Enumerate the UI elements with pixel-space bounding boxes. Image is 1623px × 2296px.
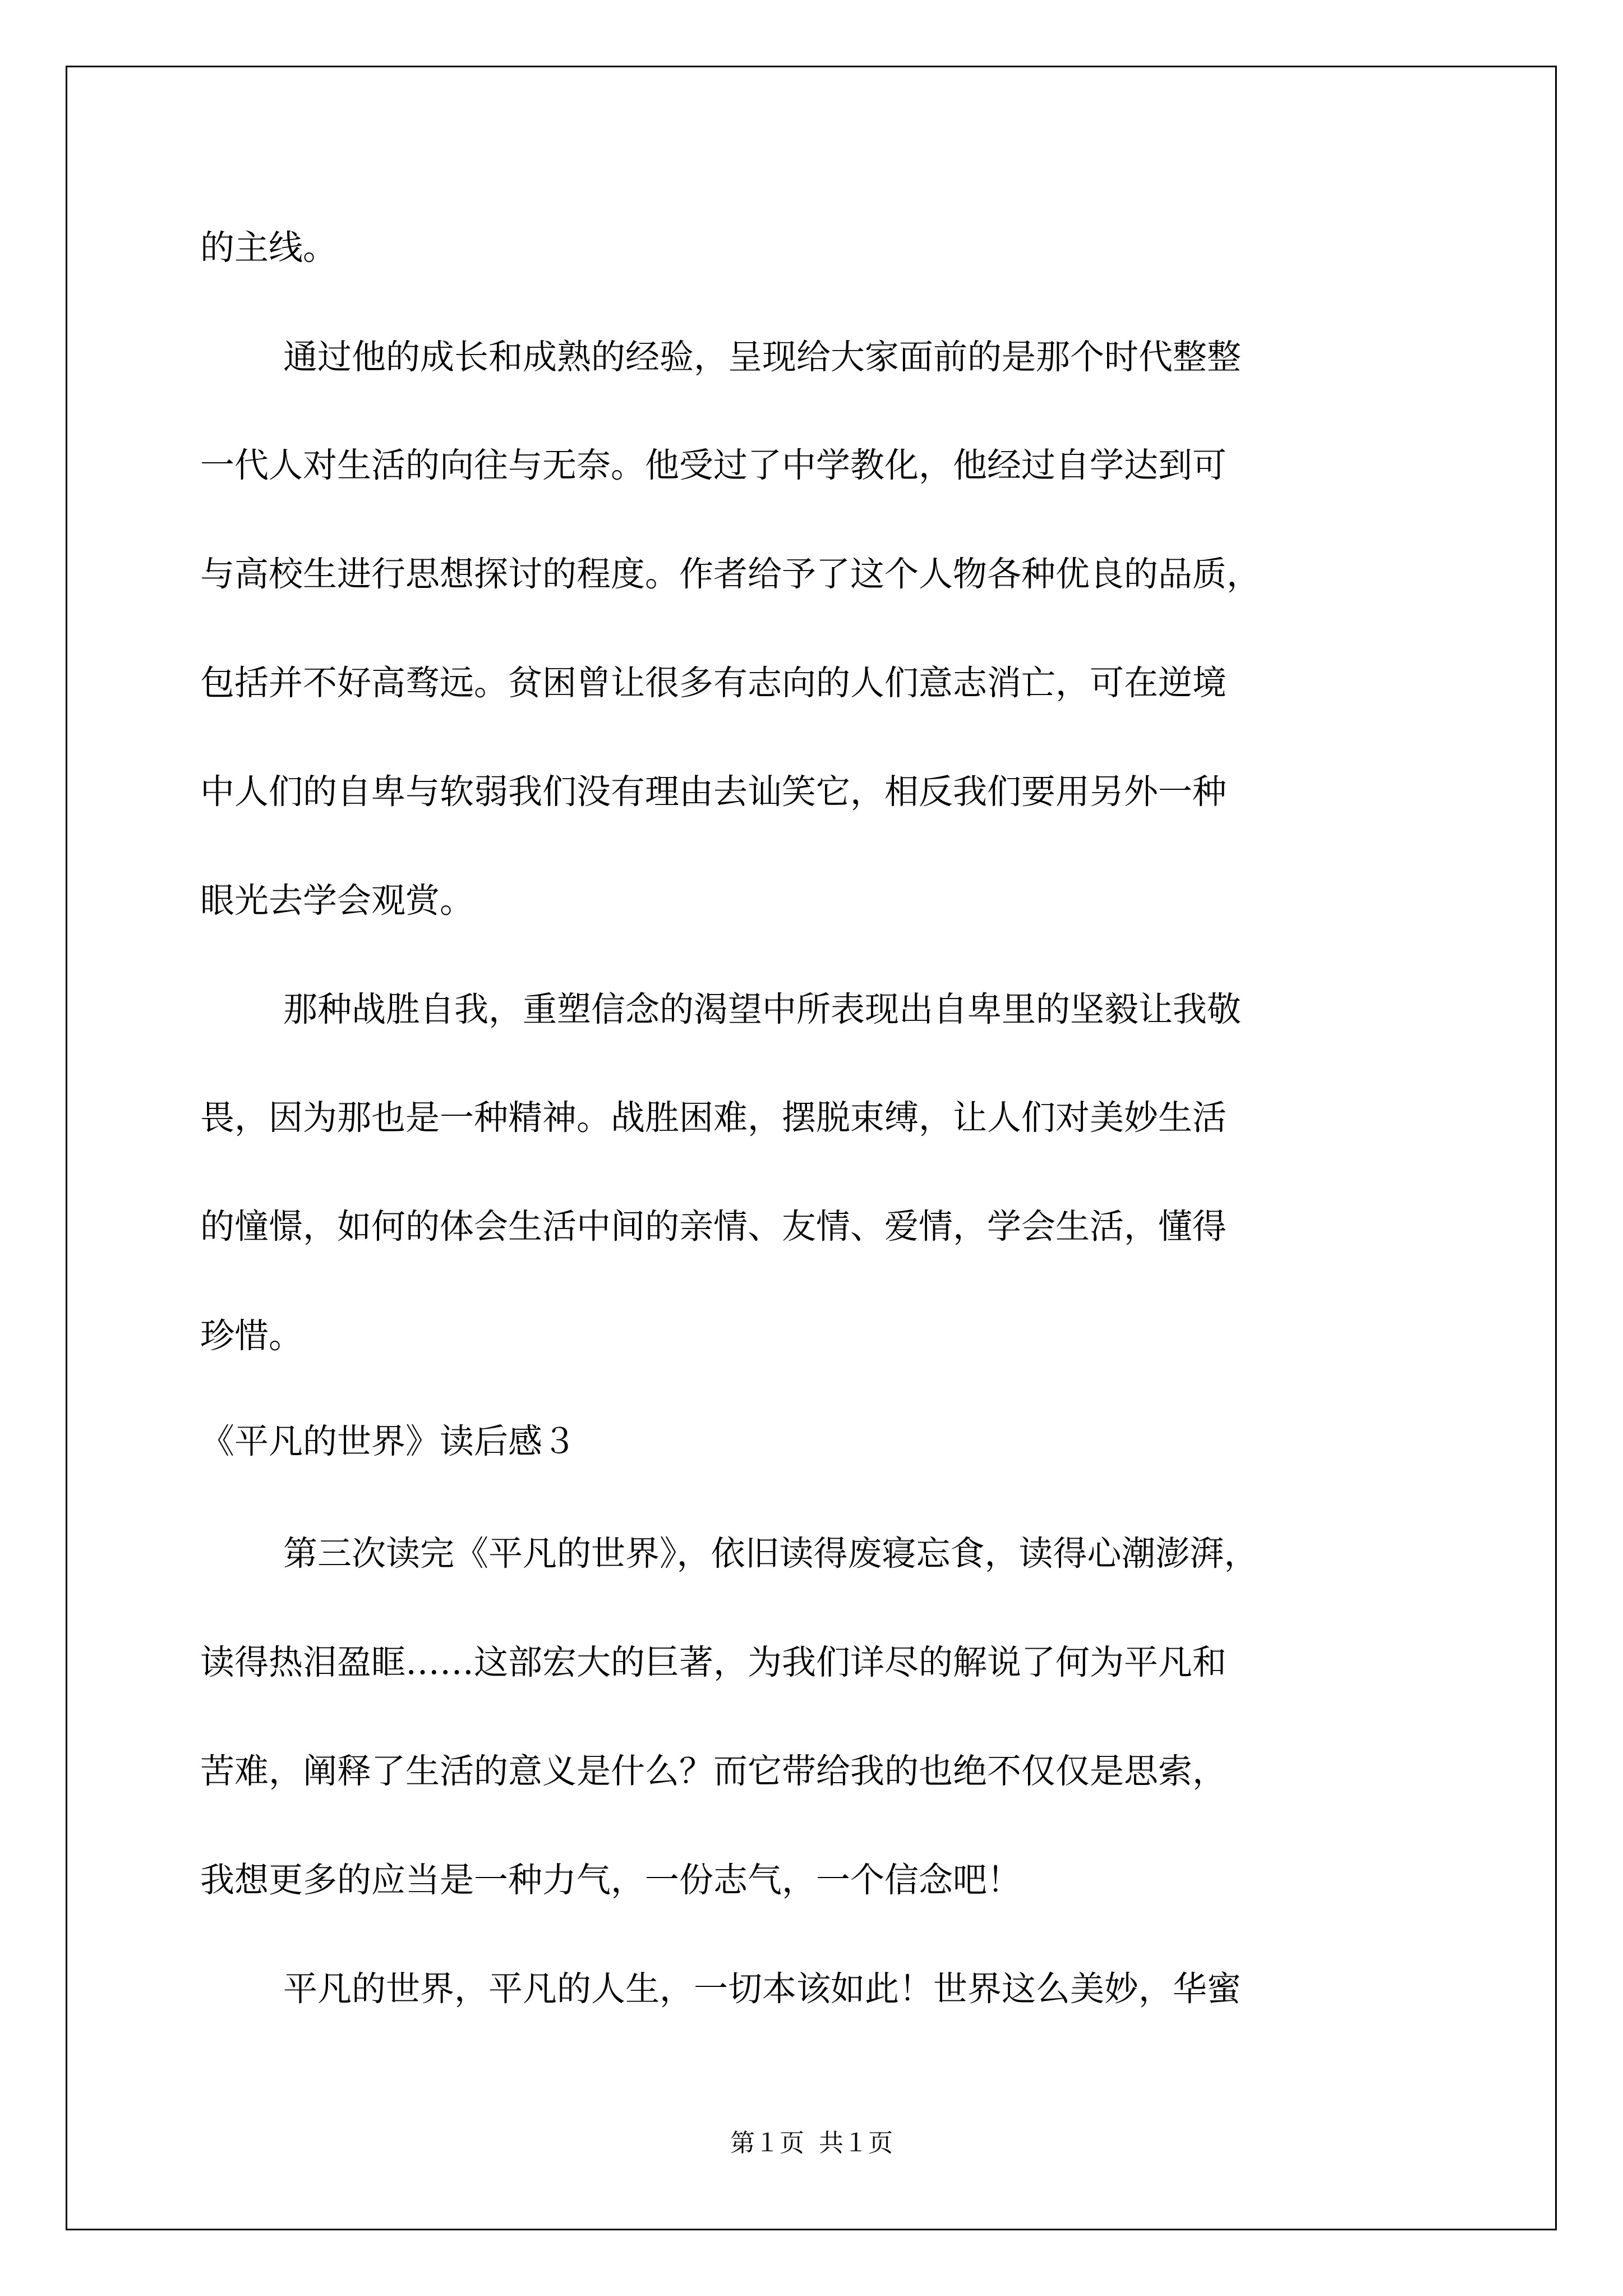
text-line: 的主线。 (200, 228, 338, 268)
text-line: 与高校生进行思想探讨的程度。作者给予了这个人物各种优良的品质， (200, 554, 1261, 594)
text-line: 读得热泪盈眶……这部宏大的巨著，为我们详尽的解说了何为平凡和 (200, 1642, 1227, 1682)
page-total: 共１页 (819, 2129, 893, 2157)
text-line: 我想更多的应当是一种力气，一份志气，一个信念吧！ (200, 1860, 1022, 1900)
text-line: 眼光去学会观赏。 (200, 881, 474, 921)
section-heading: 《平凡的世界》读后感３ (200, 1421, 577, 1461)
text-line: 第三次读完《平凡的世界》，依旧读得废寝忘食，读得心潮澎湃， (283, 1534, 1258, 1573)
text-line: 那种战胜自我，重塑信念的渴望中所表现出自卑里的坚毅让我敬 (283, 990, 1242, 1029)
text-line: 畏，因为那也是一种精神。战胜困难，摆脱束缚，让人们对美妙生活 (200, 1098, 1227, 1138)
text-line: 的憧憬，如何的体会生活中间的亲情、友情、爱情，学会生活，懂得 (200, 1207, 1227, 1246)
text-line: 平凡的世界，平凡的人生，一切本该如此！世界这么美妙，华蜜 (283, 1969, 1242, 2009)
text-line: 苦难，阐释了生活的意义是什么？而它带给我的也绝不仅仅是思索， (200, 1751, 1227, 1791)
page-border (66, 66, 1557, 2230)
page-number: 第１页 (730, 2129, 804, 2157)
text-line: 珍惜。 (200, 1316, 303, 1356)
text-line: 一代人对生活的向往与无奈。他受过了中学教化，他经过自学达到可 (200, 445, 1227, 485)
text-line: 中人们的自卑与软弱我们没有理由去讪笑它，相反我们要用另外一种 (200, 772, 1227, 812)
text-line: 通过他的成长和成熟的经验，呈现给大家面前的是那个时代整整 (283, 337, 1242, 377)
text-line: 包括并不好高骛远。贫困曾让很多有志向的人们意志消亡，可在逆境 (200, 663, 1227, 703)
page-footer (0, 2128, 1623, 2159)
